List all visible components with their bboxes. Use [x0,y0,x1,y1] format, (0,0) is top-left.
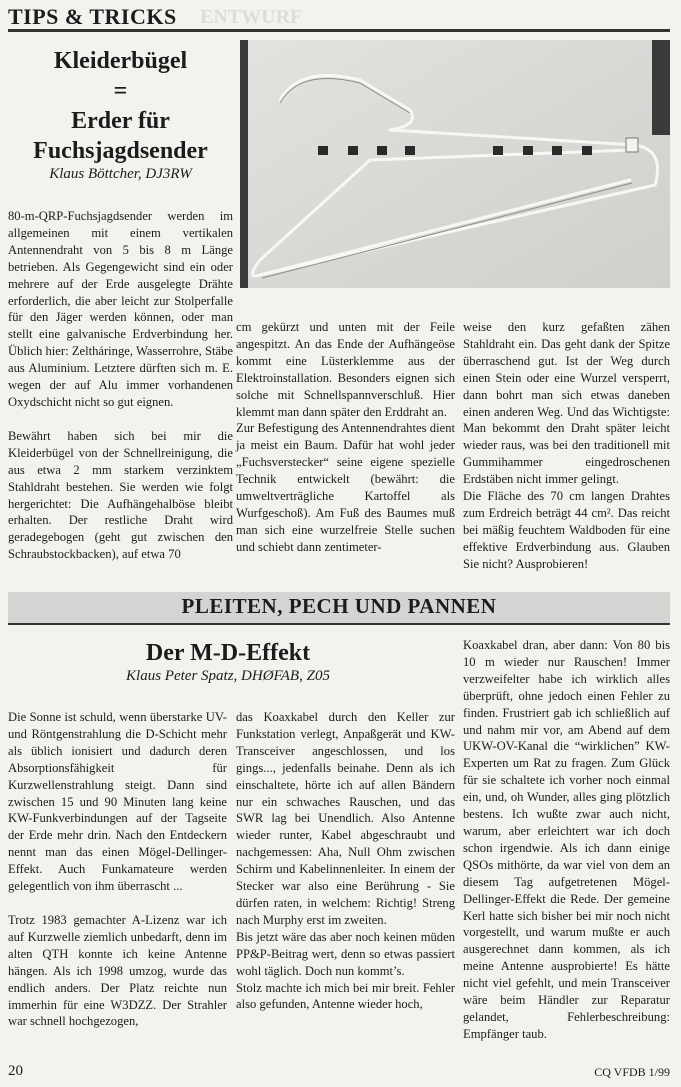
article2-column-1 [8,709,227,1030]
article1-column-2 [236,319,455,556]
article2-col1-para1: Die Sonne ist schuld, wenn überstarke UV- und Röntgenstrahlung die D-Schicht mehr als üblich ionisiert und dadurch deren Absorptionsfähigkeit für Kurzwellenstrahlung steigt. Dann sind zwischen 15 und 90 Minuten lang keine KW-Funkverbindungen auf der Tagseite der Erde mehr drin. Nach den Entdeckern nennt man das einen Mögel-Dellinger-Effekt. Auch Funkamateure werden gelegentlich von ihm überrascht ... [8,710,227,894]
header-rule [8,29,670,32]
ghost-section-title: ENTWURF [200,6,303,28]
article2-col1-para2: Trotz 1983 gemachter A-Lizenz war ich auf Kurzwelle ziemlich unbedarft, denn im alten QTH konnte ich keine Antenne hängen. Als ich 1998 umzog, wurde das endlich anders. Der Platz reichte nun immerhin für eine W3DZZ. Der Strahler war schnell hochgezogen, [8,912,227,1029]
article1-column-1 [8,208,233,563]
article2-title: Der M-D-Effekt [145,640,311,666]
article1-title-line4: Fuchsjagdsender [33,138,208,164]
article1-col1-para2: Bewährt haben sich bei mir die Kleiderbügel von der Schnellreinigung, die aus etwa 2 mm starkem verzinktem Stahldraht bestehen. Sie werden wie folgt hergerichtet: Die Aufhängehalböse bleibt erhalten. Der restliche Draht wird geradegebogen (geht gut zwischen den Schraubstockbacken), auf etwa 70 [8,428,233,562]
article2-column-2 [236,709,455,1013]
journal-issue: CQ VFDB 1/99 [594,1065,670,1079]
section2-rule [8,623,670,625]
article1-col1-para1: 80-m-QRP-Fuchsjagdsender werden im allgemeinen mit einem vertikalen Antennendraht von 5 bis 8 m Länge betrieben. Als Gegengewicht sind ein oder mehrere auf der Erde ausgelegte Drähte erforderlich, die aber leicht zur Stolperfalle für den Jäger werden können, oder man stellt eine galvanische Erdverbindung her. Üblich hier: Zeltháringe, Wasserrohre, Stäbe aus Aluminium. Letztere dürften sich m. E. wegen der auf Alu immer vorhandenen Oxydschicht nicht so gut eignen. [8,209,233,409]
article1-col2-para1: cm gekürzt und unten mit der Feile angespitzt. An das Ende der Aufhängeöse kommt eine Lüsterklemme aus der Elektroinstallation. Besonders eignen sich solche mit Schnellspannverschluß. Hier klemmt man dann später den Erddraht an. [236,320,455,419]
article1-title-line3: Erder für [71,108,170,134]
section-title-pleiten: PLEITEN, PECH UND PANNEN [181,594,497,618]
article2-col2-para1: das Koaxkabel durch den Keller zur Funkstation verlegt, Anpaßgerät und KW-Transceiver angeschlossen, und los gings..., jedenfalls beinahe. Denn als ich einschaltete, hörte ich auf allen Bändern nur ein schwaches Rauschen, und das SWR lag bei Unendlich. Also Antenne wieder runter, Kabel abgeschraubt und nachgemessen: Aha, Null Ohm zwischen Schirm und Kabelinnenleiter. In einem der Stecker war also eine Berührung - Sie dürfen raten, in welchem: Richtig! Streng nach Murphy erst im zweiten. [236,710,455,927]
article2-col2-para3: Stolz machte ich mich bei mir breit. Fehler also gefunden, Antenne wieder hoch, [236,980,455,1012]
article2-col2-para2: Bis jetzt wäre das aber noch keinen müden PP&P-Beitrag wert, denn so etwas passiert wohl täglich. Doch nun kommt’s. [236,929,455,978]
section-title-tips: TIPS & TRICKS [8,4,177,29]
hanger-illustration [240,40,670,288]
article2-heading [8,638,448,685]
article1-title-line1: Kleiderbügel [53,48,188,74]
article1-col2-para2: Zur Befestigung des Antennendrahtes dient ja meist ein Baum. Dafür hat wohl jeder „Fuchsverstecker“ seine eigene spezielle Technik entwickelt (bewährt: die umweltverträgliche Kartoffel als Wurfgeschoß). Am Fuß des Baumes muß man sich eine wurzelfreie Stelle suchen und schiebt dann zentimeter- [236,421,455,554]
article1-col3-para1: weise den kurz gefaßten zähen Stahldraht ein. Das geht dank der Spitze überraschend gut. Ist der Weg durch einen Stein oder eine Wurzel versperrt, dann bohrt man sich etwas daneben einen anderen Weg. Und das Wichtigste: Man bekommt den Draht später leicht wieder raus, was bei den traditionell mit Gummihammer eingedroschenen Erdstäben nicht immer gelingt. [463,320,670,487]
article1-col3-para2: Die Fläche des 70 cm langen Drahtes zum Erdreich beträgt 44 cm². Das reicht bei mäßig feuchtem Waldboden für eine effektive Erdverbindung aus. Glauben Sie nicht? Ausprobieren! [463,489,670,571]
article2-col3-para1: Koaxkabel dran, aber dann: Von 80 bis 10 m wieder nur Rauschen! Immer verzweifelter habe ich wirklich alles überprüft, ohne jedoch einen Fehler zu finden. Frustriert gab ich schließlich auf und nahm mir vor, am Abend auf dem UKW-OV-Kanal die “wirklichen” KW-Experten um Rat zu fragen. Zum Glück für sie schaltete ich vorher noch einmal ein, und, oh Wunder, alles ging plötzlich bestens. Ich wußte zwar auch nicht, warum, aber erleichtert war ich doch schon irgendwie. Als ich dann einige QSOs mithörte, da war viel von dem an diesem Tag aufgetretenen Mögel-Dellinger-Effekt die Rede. Der gemeine Kerl hatte sich bisher bei mir noch nicht vorgestellt, und warum mußte er auch ausgerechnet dann kommen, als ich meine Antenne ausprobierte! Es hätte nicht viel gefehlt, und mein Transceiver wäre beim Händler zur Reparatur gelandet, Fehlerbeschreibung: Empfänger taub. [463,638,670,1041]
hanger-photo [240,40,670,288]
article1-author: Klaus Böttcher, DJ3RW [49,166,192,182]
page-number: 20 [8,1063,23,1079]
article2-author: Klaus Peter Spatz, DHØFAB, Z05 [126,668,330,684]
article1-heading [8,46,233,183]
article2-column-3 [463,637,670,1043]
article1-column-3 [463,319,670,573]
article1-title-line2: = [113,78,128,104]
